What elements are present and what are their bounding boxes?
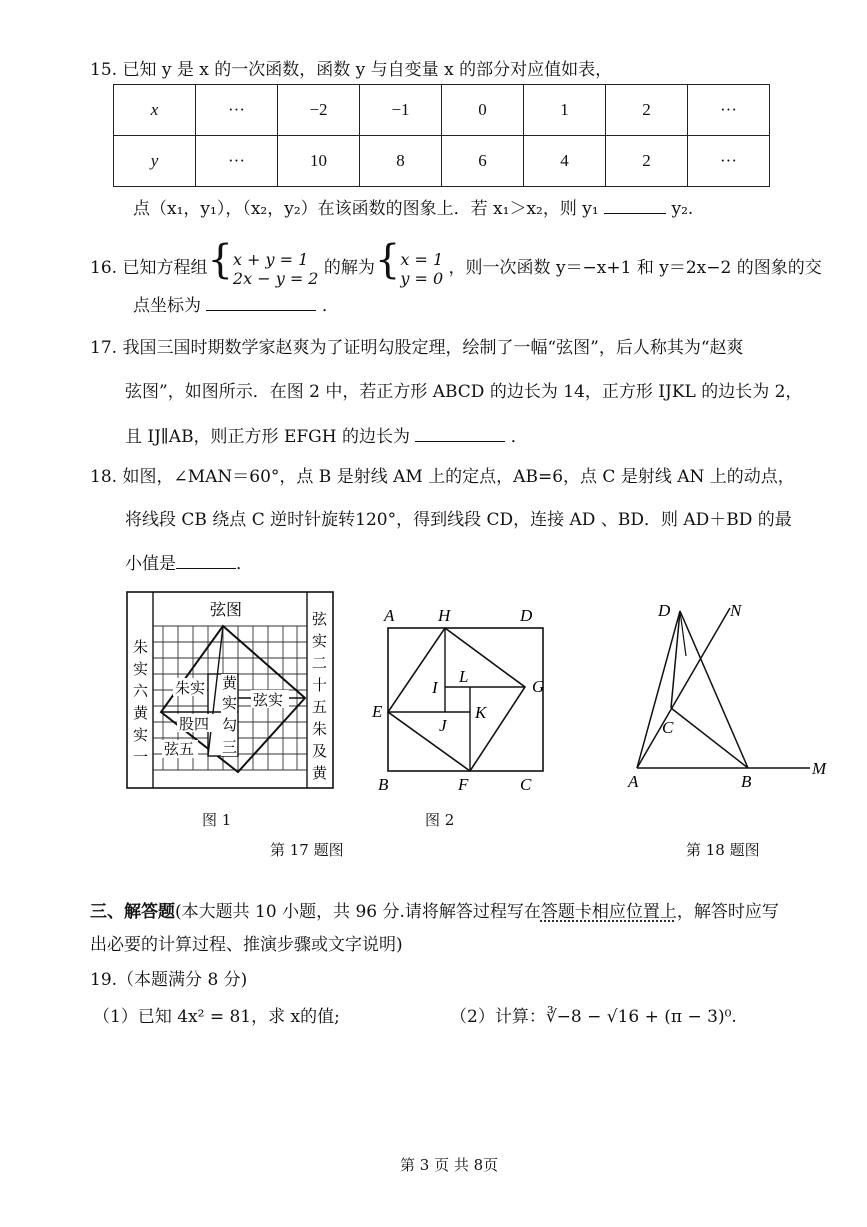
point-label: B [741,772,752,791]
q18-number: 18. [90,467,118,487]
page-footer: 第 3 页 共 8页 [400,1156,499,1174]
table-cell: ··· [196,85,278,136]
q17-line3-end: ． [510,427,528,447]
point-label: D [520,606,533,625]
q17-line1 [90,336,744,360]
table-cell: ··· [688,85,770,136]
point-label: C [662,718,674,737]
point-label: M [812,759,827,778]
figure-1-xiantu [125,590,340,795]
equation-line: 2x − y = 2 [232,268,319,288]
fig1-inner-label: 弦实 [253,693,284,709]
table-cell: 10 [278,136,360,187]
table-cell: y [114,136,196,187]
fig1-right-char: 十 [312,678,328,694]
q15-line2 [133,195,693,221]
fig1-title: 弦图 [210,602,243,619]
point-label: E [372,702,383,721]
q15-text: 已知 y 是 x 的一次函数，函数 y 与自变量 x 的部分对应值如表， [122,60,613,80]
answer-blank[interactable] [206,292,316,311]
q18-line1 [90,465,795,489]
q19-part1: （1）已知 4x² = 81，求 x的值; [93,1007,340,1027]
solution-system [400,250,443,288]
table-cell: 2 [606,136,688,187]
section3-desc: (本大题共 10 小题，共 96 分.请将解答过程写在 [175,902,541,922]
fig1-left-char: 六 [133,684,149,700]
q16-line2-text: 点坐标为 [133,296,201,316]
fig1-inner-label: 股四 [179,717,210,733]
section3-title: 三、解答题 [90,902,175,922]
fig1-right-char: 黄 [312,766,328,782]
answer-blank[interactable] [176,550,236,569]
table-cell: x [114,85,196,136]
figure-2-square [370,598,560,798]
equation-line: x = 1 [400,249,444,269]
fig1-right-char: 二 [312,656,328,672]
q17-line2: 弦图”，如图所示．在图 2 中，若正方形 ABCD 的边长为 14，正方形 IJKL 的边长为 2， [125,382,803,402]
q18-figure-caption: 第 18 题图 [686,841,760,859]
fig1-inner-label: 勾 [222,718,238,734]
table-cell: −2 [278,85,360,136]
fig1-left-char: 实 [133,662,149,678]
q18-line2: 将线段 CB 绕点 C 逆时针旋转120°，得到线段 CD，连接 AD 、BD．则 AD＋BD 的最 [125,510,792,530]
equation-line: x + y = 1 [232,249,309,269]
q15-line [90,58,612,82]
q16-number: 16. [90,258,118,278]
table-cell: 1 [524,85,606,136]
point-label: L [459,667,469,686]
q17-line3-text: 且 IJ∥AB，则正方形 EFGH 的边长为 [125,427,410,447]
point-label: D [658,601,671,620]
fig1-left-char: 朱 [133,640,149,656]
value-table [113,84,770,187]
fig1-left-char: 实 [133,728,149,744]
q16-pre: 已知方程组 [122,258,208,278]
point-label: F [458,775,469,794]
q17-figure-caption: 第 17 题图 [270,841,344,859]
point-label: K [475,703,487,722]
table-row-y [114,136,770,187]
fig1-inner-label: 实 [222,696,238,712]
figure-18-rotation [620,596,840,816]
fig1-inner-label: 弦五 [164,742,195,758]
q16-mid: 的解为 [323,258,375,278]
table-cell: ··· [196,136,278,187]
fig1-inner-label: 朱实 [175,681,206,697]
table-cell: 8 [360,136,442,187]
fig1-right-char: 朱 [312,722,328,738]
q16-line2-end: ． [321,296,339,316]
q18-line3-end: ． [236,554,253,574]
section3-emphasis: 答题卡相应位置上 [540,902,677,922]
section3-desc-end: ，解答时应写 [676,902,779,922]
answer-blank[interactable] [415,423,505,442]
fig1-left-char: 一 [133,750,149,766]
fig1-right-char: 弦 [312,612,328,628]
brace-icon: { [374,237,401,283]
point-label: N [730,601,742,620]
fig1-inner-label: 黄 [222,676,238,692]
q15-number: 15. [90,60,118,80]
brace-icon: { [207,237,233,283]
fig1-right-char: 五 [312,700,328,716]
point-label: H [438,606,451,625]
q18-text: 如图，∠MAN＝60°，点 B 是射线 AM 上的定点，AB=6，点 C 是射线 AN 上的动点， [122,467,795,487]
q19-heading: 19.（本题满分 8 分) [90,970,248,990]
q19-part2: （2）计算：∛−8 − √16 + (π − 3)⁰. [450,1007,737,1027]
equation-line: y = 0 [400,268,444,288]
section3-line2: 出必要的计算过程、推演步骤或文字说明) [90,935,403,955]
point-label: A [628,772,639,791]
fig1-right-char: 及 [312,744,328,760]
q16-line [90,237,822,288]
answer-blank[interactable] [604,195,666,214]
q15-condition: 点（x₁，y₁），（x₂，y₂）在该函数的图象上．若 x₁＞x₂，则 y₁ [133,199,599,219]
q18-line3-text: 小值是 [125,554,176,574]
fig1-right-char: 实 [312,634,328,650]
point-label: J [439,716,447,735]
fig1-inner-label: 三 [222,740,238,756]
table-cell: 6 [442,136,524,187]
q16-post: ，则一次函数 y＝−x+1 和 y＝2x−2 的图象的交 [448,258,822,278]
point-label: I [432,678,438,697]
point-label: C [520,775,532,794]
equation-system [233,250,319,288]
table-cell: 2 [606,85,688,136]
table-cell: 0 [442,85,524,136]
point-label: G [532,677,545,696]
q18-line3 [125,550,253,576]
fig2-caption: 图 2 [425,811,455,829]
table-cell: 4 [524,136,606,187]
q16-line2 [133,292,339,318]
point-label: B [378,775,389,794]
table-cell: ··· [688,136,770,187]
point-label: A [384,606,395,625]
q17-line3 [125,423,528,449]
section3-line1 [90,900,779,924]
table-row-x [114,85,770,136]
q15-tail: y₂. [671,199,694,219]
table-cell: −1 [360,85,442,136]
fig1-caption: 图 1 [202,811,232,829]
q17-number: 17. [90,338,118,358]
fig1-left-char: 黄 [133,706,149,722]
q17-text: 我国三国时期数学家赵爽为了证明勾股定理，绘制了一幅“弦图”，后人称其为“赵爽 [122,338,744,358]
